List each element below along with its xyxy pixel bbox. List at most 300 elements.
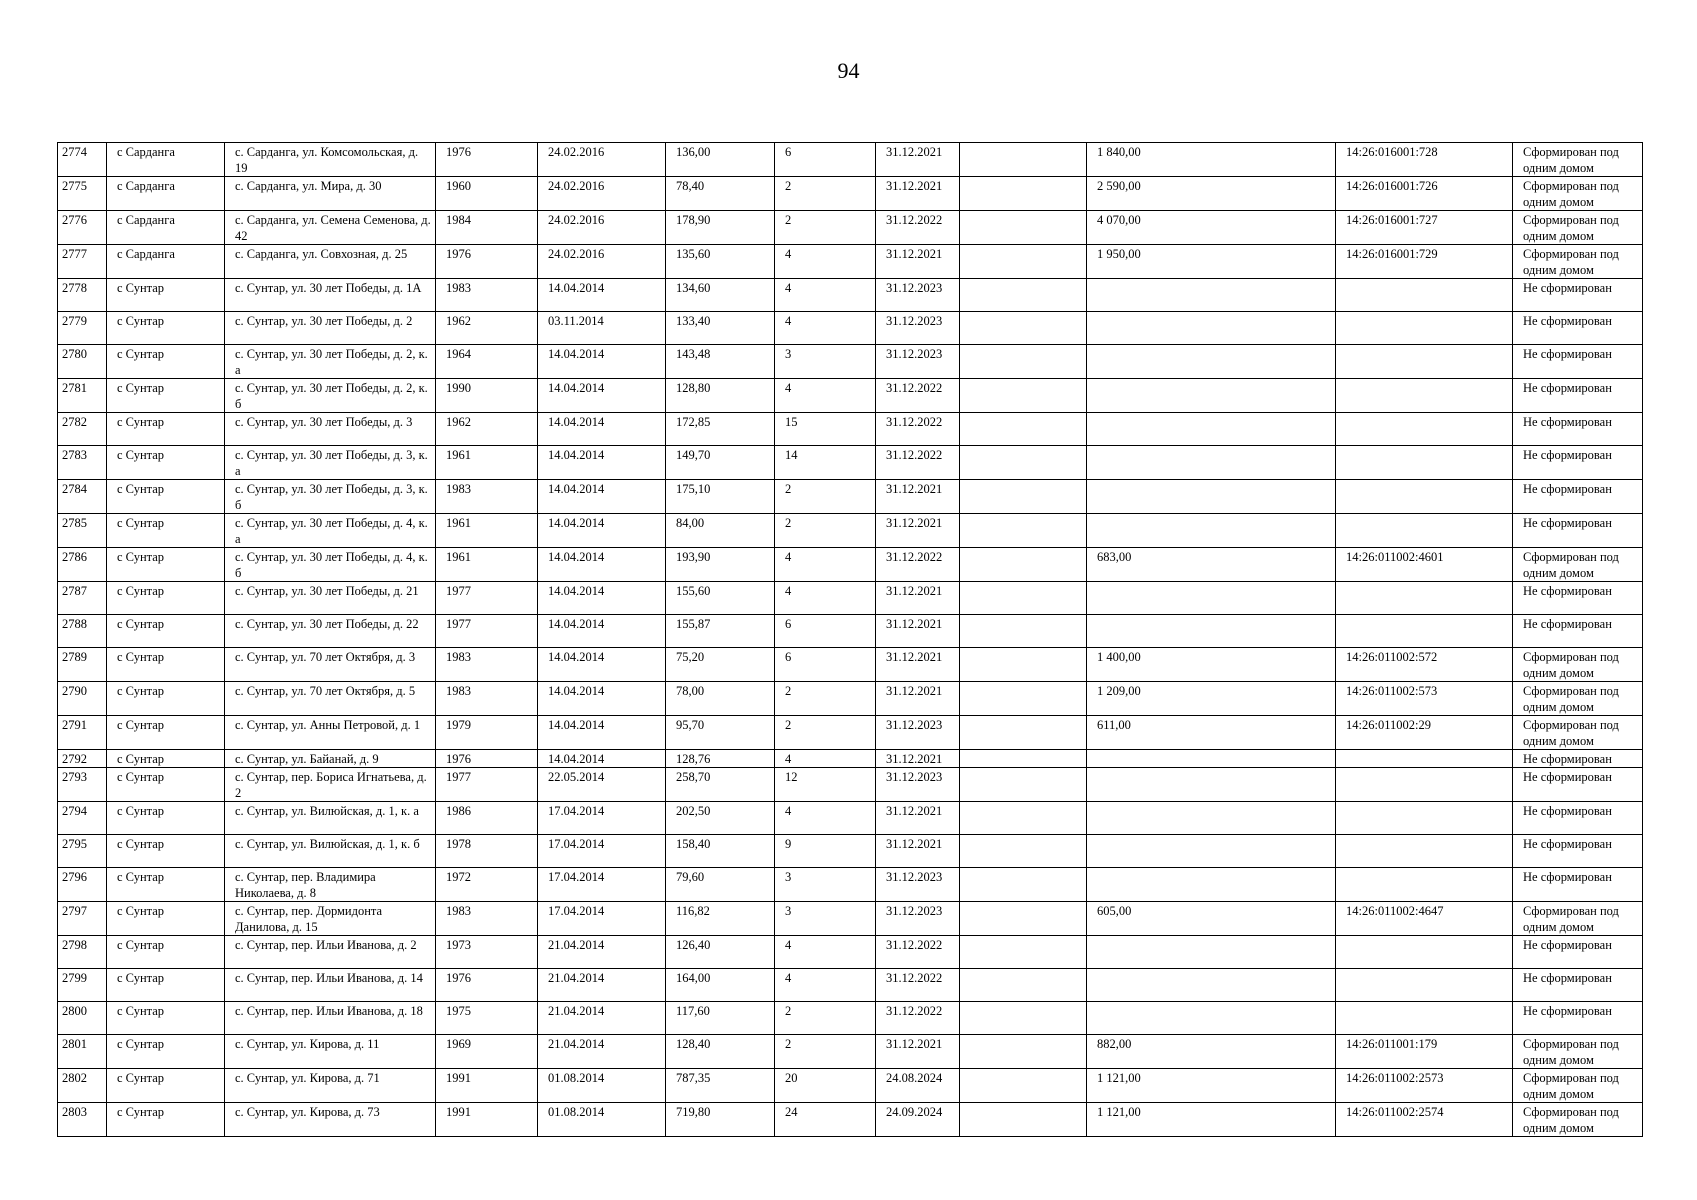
settlement-cell: с Сунтар — [107, 480, 225, 514]
deadline-cell: 31.12.2021 — [876, 615, 960, 648]
land-area-cell: 1 209,00 — [1087, 682, 1336, 716]
empty-cell — [960, 582, 1087, 615]
area-cell: 128,80 — [666, 379, 775, 413]
address-cell: с. Сунтар, ул. 30 лет Победы, д. 22 — [225, 615, 436, 648]
deadline-cell: 31.12.2022 — [876, 379, 960, 413]
empty-cell — [960, 1069, 1087, 1103]
status-cell: Не сформирован — [1513, 279, 1643, 312]
settlement-cell: с Сунтар — [107, 582, 225, 615]
date-cell: 14.04.2014 — [538, 480, 666, 514]
address-cell: с. Сунтар, ул. Кирова, д. 71 — [225, 1069, 436, 1103]
deadline-cell: 31.12.2022 — [876, 446, 960, 480]
land-area-cell — [1087, 379, 1336, 413]
settlement-cell: с Сунтар — [107, 969, 225, 1002]
area-cell: 158,40 — [666, 835, 775, 868]
settlement-cell: с Сунтар — [107, 1035, 225, 1069]
deadline-cell: 31.12.2021 — [876, 582, 960, 615]
status-cell: Не сформирован — [1513, 446, 1643, 480]
cadastral-number-cell — [1336, 379, 1513, 413]
deadline-cell: 31.12.2023 — [876, 345, 960, 379]
address-cell: с. Сунтар, ул. 30 лет Победы, д. 3 — [225, 413, 436, 446]
deadline-cell: 31.12.2023 — [876, 716, 960, 750]
table-row — [58, 279, 1643, 312]
row-number: 2799 — [58, 969, 107, 1002]
status-cell: Сформирован под одним домом — [1513, 716, 1643, 750]
land-area-cell — [1087, 802, 1336, 835]
year-built-cell: 1979 — [436, 716, 538, 750]
status-cell: Не сформирован — [1513, 969, 1643, 1002]
settlement-cell: с Сунтар — [107, 279, 225, 312]
empty-cell — [960, 750, 1087, 768]
empty-cell — [960, 969, 1087, 1002]
land-area-cell — [1087, 582, 1336, 615]
empty-cell — [960, 345, 1087, 379]
address-cell: с. Сарданга, ул. Семена Семенова, д. 42 — [225, 211, 436, 245]
date-cell: 22.05.2014 — [538, 768, 666, 802]
deadline-cell: 31.12.2021 — [876, 682, 960, 716]
deadline-cell: 31.12.2021 — [876, 1035, 960, 1069]
row-number: 2777 — [58, 245, 107, 279]
cadastral-number-cell — [1336, 480, 1513, 514]
date-cell: 14.04.2014 — [538, 379, 666, 413]
date-cell: 17.04.2014 — [538, 902, 666, 936]
table-row — [58, 1069, 1643, 1103]
date-cell: 14.04.2014 — [538, 413, 666, 446]
settlement-cell: с Сунтар — [107, 835, 225, 868]
deadline-cell: 31.12.2022 — [876, 969, 960, 1002]
residents-cell: 4 — [775, 312, 876, 345]
status-cell: Не сформирован — [1513, 868, 1643, 902]
empty-cell — [960, 835, 1087, 868]
row-number: 2786 — [58, 548, 107, 582]
status-cell: Сформирован под одним домом — [1513, 648, 1643, 682]
deadline-cell: 31.12.2022 — [876, 548, 960, 582]
address-cell: с. Сунтар, ул. 30 лет Победы, д. 4, к. а — [225, 514, 436, 548]
settlement-cell: с Сунтар — [107, 768, 225, 802]
row-number: 2801 — [58, 1035, 107, 1069]
cadastral-number-cell — [1336, 936, 1513, 969]
date-cell: 24.02.2016 — [538, 245, 666, 279]
cadastral-number-cell — [1336, 768, 1513, 802]
settlement-cell: с Сарданга — [107, 245, 225, 279]
residents-cell: 4 — [775, 379, 876, 413]
year-built-cell: 1991 — [436, 1103, 538, 1137]
table-row — [58, 245, 1643, 279]
empty-cell — [960, 648, 1087, 682]
status-cell: Сформирован под одним домом — [1513, 245, 1643, 279]
date-cell: 21.04.2014 — [538, 936, 666, 969]
cadastral-number-cell: 14:26:016001:727 — [1336, 211, 1513, 245]
area-cell: 126,40 — [666, 936, 775, 969]
residents-cell: 2 — [775, 1035, 876, 1069]
year-built-cell: 1960 — [436, 177, 538, 211]
land-area-cell: 1 950,00 — [1087, 245, 1336, 279]
status-cell: Не сформирован — [1513, 379, 1643, 413]
settlement-cell: с Сарданга — [107, 211, 225, 245]
empty-cell — [960, 211, 1087, 245]
status-cell: Не сформирован — [1513, 802, 1643, 835]
residents-cell: 20 — [775, 1069, 876, 1103]
date-cell: 17.04.2014 — [538, 835, 666, 868]
cadastral-number-cell: 14:26:011002:573 — [1336, 682, 1513, 716]
row-number: 2789 — [58, 648, 107, 682]
settlement-cell: с Сунтар — [107, 1103, 225, 1137]
empty-cell — [960, 768, 1087, 802]
land-area-cell — [1087, 969, 1336, 1002]
land-area-cell — [1087, 413, 1336, 446]
area-cell: 133,40 — [666, 312, 775, 345]
date-cell: 14.04.2014 — [538, 615, 666, 648]
land-area-cell — [1087, 312, 1336, 345]
date-cell: 14.04.2014 — [538, 648, 666, 682]
area-cell: 136,00 — [666, 143, 775, 177]
date-cell: 01.08.2014 — [538, 1103, 666, 1137]
area-cell: 135,60 — [666, 245, 775, 279]
row-number: 2803 — [58, 1103, 107, 1137]
area-cell: 787,35 — [666, 1069, 775, 1103]
date-cell: 14.04.2014 — [538, 682, 666, 716]
area-cell: 193,90 — [666, 548, 775, 582]
status-cell: Не сформирован — [1513, 514, 1643, 548]
year-built-cell: 1961 — [436, 548, 538, 582]
area-cell: 128,76 — [666, 750, 775, 768]
cadastral-number-cell — [1336, 345, 1513, 379]
table-row — [58, 345, 1643, 379]
table-row — [58, 446, 1643, 480]
status-cell: Не сформирован — [1513, 835, 1643, 868]
residents-cell: 6 — [775, 648, 876, 682]
area-cell: 155,60 — [666, 582, 775, 615]
settlement-cell: с Сунтар — [107, 615, 225, 648]
row-number: 2783 — [58, 446, 107, 480]
empty-cell — [960, 682, 1087, 716]
table-row — [58, 514, 1643, 548]
row-number: 2791 — [58, 716, 107, 750]
status-cell: Сформирован под одним домом — [1513, 1035, 1643, 1069]
date-cell: 14.04.2014 — [538, 548, 666, 582]
area-cell: 164,00 — [666, 969, 775, 1002]
empty-cell — [960, 177, 1087, 211]
cadastral-number-cell — [1336, 446, 1513, 480]
area-cell: 78,00 — [666, 682, 775, 716]
address-cell: с. Сунтар, пер. Ильи Иванова, д. 18 — [225, 1002, 436, 1035]
deadline-cell: 31.12.2022 — [876, 413, 960, 446]
cadastral-number-cell — [1336, 279, 1513, 312]
status-cell: Сформирован под одним домом — [1513, 177, 1643, 211]
empty-cell — [960, 615, 1087, 648]
empty-cell — [960, 1035, 1087, 1069]
row-number: 2781 — [58, 379, 107, 413]
row-number: 2780 — [58, 345, 107, 379]
land-area-cell: 1 400,00 — [1087, 648, 1336, 682]
address-cell: с. Сунтар, пер. Владимира Николаева, д. 8 — [225, 868, 436, 902]
settlement-cell: с Сунтар — [107, 1002, 225, 1035]
settlement-cell: с Сунтар — [107, 345, 225, 379]
cadastral-number-cell — [1336, 750, 1513, 768]
empty-cell — [960, 312, 1087, 345]
residents-cell: 14 — [775, 446, 876, 480]
row-number: 2802 — [58, 1069, 107, 1103]
table-row — [58, 312, 1643, 345]
residents-cell: 2 — [775, 1002, 876, 1035]
address-cell: с. Сунтар, ул. 30 лет Победы, д. 2, к. б — [225, 379, 436, 413]
status-cell: Не сформирован — [1513, 750, 1643, 768]
address-cell: с. Сунтар, ул. Байанай, д. 9 — [225, 750, 436, 768]
cadastral-number-cell — [1336, 514, 1513, 548]
area-cell: 75,20 — [666, 648, 775, 682]
land-area-cell — [1087, 1002, 1336, 1035]
empty-cell — [960, 514, 1087, 548]
table-row — [58, 379, 1643, 413]
settlement-cell: с Сунтар — [107, 902, 225, 936]
area-cell: 719,80 — [666, 1103, 775, 1137]
table-row — [58, 615, 1643, 648]
deadline-cell: 24.08.2024 — [876, 1069, 960, 1103]
row-number: 2775 — [58, 177, 107, 211]
cadastral-number-cell — [1336, 969, 1513, 1002]
address-cell: с. Сунтар, ул. Анны Петровой, д. 1 — [225, 716, 436, 750]
year-built-cell: 1969 — [436, 1035, 538, 1069]
deadline-cell: 31.12.2021 — [876, 514, 960, 548]
empty-cell — [960, 716, 1087, 750]
area-cell: 128,40 — [666, 1035, 775, 1069]
year-built-cell: 1983 — [436, 648, 538, 682]
area-cell: 155,87 — [666, 615, 775, 648]
residents-cell: 9 — [775, 835, 876, 868]
date-cell: 24.02.2016 — [538, 143, 666, 177]
residents-cell: 4 — [775, 936, 876, 969]
area-cell: 149,70 — [666, 446, 775, 480]
cadastral-number-cell: 14:26:011002:29 — [1336, 716, 1513, 750]
settlement-cell: с Сунтар — [107, 936, 225, 969]
row-number: 2794 — [58, 802, 107, 835]
residents-cell: 4 — [775, 750, 876, 768]
cadastral-number-cell: 14:26:016001:729 — [1336, 245, 1513, 279]
land-area-cell — [1087, 514, 1336, 548]
residents-cell: 4 — [775, 245, 876, 279]
residents-cell: 3 — [775, 902, 876, 936]
settlement-cell: с Сунтар — [107, 312, 225, 345]
address-cell: с. Сунтар, ул. Вилюйская, д. 1, к. б — [225, 835, 436, 868]
year-built-cell: 1975 — [436, 1002, 538, 1035]
status-cell: Не сформирован — [1513, 312, 1643, 345]
row-number: 2778 — [58, 279, 107, 312]
settlement-cell: с Сунтар — [107, 802, 225, 835]
date-cell: 14.04.2014 — [538, 279, 666, 312]
area-cell: 178,90 — [666, 211, 775, 245]
address-cell: с. Сунтар, ул. Вилюйская, д. 1, к. а — [225, 802, 436, 835]
cadastral-number-cell: 14:26:011002:572 — [1336, 648, 1513, 682]
area-cell: 258,70 — [666, 768, 775, 802]
deadline-cell: 31.12.2022 — [876, 1002, 960, 1035]
table-row — [58, 1002, 1643, 1035]
residents-cell: 2 — [775, 480, 876, 514]
status-cell: Сформирован под одним домом — [1513, 682, 1643, 716]
status-cell: Не сформирован — [1513, 936, 1643, 969]
deadline-cell: 31.12.2021 — [876, 245, 960, 279]
cadastral-number-cell: 14:26:011002:4601 — [1336, 548, 1513, 582]
date-cell: 01.08.2014 — [538, 1069, 666, 1103]
status-cell: Сформирован под одним домом — [1513, 1103, 1643, 1137]
status-cell: Не сформирован — [1513, 768, 1643, 802]
residents-cell: 2 — [775, 716, 876, 750]
address-cell: с. Сунтар, пер. Ильи Иванова, д. 2 — [225, 936, 436, 969]
year-built-cell: 1976 — [436, 969, 538, 1002]
area-cell: 79,60 — [666, 868, 775, 902]
deadline-cell: 24.09.2024 — [876, 1103, 960, 1137]
row-number: 2774 — [58, 143, 107, 177]
land-area-cell — [1087, 615, 1336, 648]
year-built-cell: 1976 — [436, 245, 538, 279]
cadastral-number-cell — [1336, 582, 1513, 615]
address-cell: с. Сунтар, ул. Кирова, д. 73 — [225, 1103, 436, 1137]
settlement-cell: с Сарданга — [107, 143, 225, 177]
year-built-cell: 1977 — [436, 768, 538, 802]
empty-cell — [960, 868, 1087, 902]
settlement-cell: с Сунтар — [107, 868, 225, 902]
date-cell: 21.04.2014 — [538, 969, 666, 1002]
residents-cell: 4 — [775, 969, 876, 1002]
status-cell: Сформирован под одним домом — [1513, 548, 1643, 582]
land-area-cell: 611,00 — [1087, 716, 1336, 750]
settlement-cell: с Сунтар — [107, 1069, 225, 1103]
settlement-cell: с Сунтар — [107, 750, 225, 768]
date-cell: 14.04.2014 — [538, 345, 666, 379]
year-built-cell: 1990 — [436, 379, 538, 413]
area-cell: 116,82 — [666, 902, 775, 936]
year-built-cell: 1964 — [436, 345, 538, 379]
land-area-cell: 683,00 — [1087, 548, 1336, 582]
land-area-cell: 1 840,00 — [1087, 143, 1336, 177]
address-cell: с. Сунтар, ул. 70 лет Октября, д. 5 — [225, 682, 436, 716]
land-area-cell: 605,00 — [1087, 902, 1336, 936]
address-cell: с. Сунтар, ул. 30 лет Победы, д. 1А — [225, 279, 436, 312]
residents-cell: 6 — [775, 615, 876, 648]
year-built-cell: 1984 — [436, 211, 538, 245]
land-area-cell — [1087, 868, 1336, 902]
land-area-cell — [1087, 936, 1336, 969]
status-cell: Сформирован под одним домом — [1513, 1069, 1643, 1103]
land-area-cell: 882,00 — [1087, 1035, 1336, 1069]
cadastral-number-cell — [1336, 1002, 1513, 1035]
land-area-cell — [1087, 279, 1336, 312]
empty-cell — [960, 548, 1087, 582]
row-number: 2776 — [58, 211, 107, 245]
settlement-cell: с Сунтар — [107, 413, 225, 446]
cadastral-number-cell — [1336, 312, 1513, 345]
empty-cell — [960, 1002, 1087, 1035]
deadline-cell: 31.12.2022 — [876, 936, 960, 969]
cadastral-number-cell: 14:26:016001:728 — [1336, 143, 1513, 177]
residents-cell: 2 — [775, 682, 876, 716]
year-built-cell: 1977 — [436, 582, 538, 615]
area-cell: 84,00 — [666, 514, 775, 548]
address-cell: с. Сунтар, ул. Кирова, д. 11 — [225, 1035, 436, 1069]
address-cell: с. Сунтар, ул. 70 лет Октября, д. 3 — [225, 648, 436, 682]
date-cell: 14.04.2014 — [538, 716, 666, 750]
address-cell: с. Сунтар, пер. Ильи Иванова, д. 14 — [225, 969, 436, 1002]
area-cell: 202,50 — [666, 802, 775, 835]
residents-cell: 3 — [775, 868, 876, 902]
table-row — [58, 648, 1643, 682]
status-cell: Сформирован под одним домом — [1513, 902, 1643, 936]
table-row — [58, 211, 1643, 245]
row-number: 2785 — [58, 514, 107, 548]
registry-body — [58, 143, 1643, 1137]
empty-cell — [960, 413, 1087, 446]
status-cell: Не сформирован — [1513, 1002, 1643, 1035]
page-number: 94 — [837, 58, 860, 83]
residents-cell: 15 — [775, 413, 876, 446]
date-cell: 14.04.2014 — [538, 514, 666, 548]
settlement-cell: с Сунтар — [107, 648, 225, 682]
land-area-cell: 4 070,00 — [1087, 211, 1336, 245]
year-built-cell: 1977 — [436, 615, 538, 648]
date-cell: 21.04.2014 — [538, 1002, 666, 1035]
table-row — [58, 969, 1643, 1002]
deadline-cell: 31.12.2021 — [876, 802, 960, 835]
year-built-cell: 1983 — [436, 480, 538, 514]
empty-cell — [960, 480, 1087, 514]
residents-cell: 2 — [775, 177, 876, 211]
settlement-cell: с Сунтар — [107, 716, 225, 750]
area-cell: 95,70 — [666, 716, 775, 750]
row-number: 2787 — [58, 582, 107, 615]
residents-cell: 4 — [775, 582, 876, 615]
land-area-cell — [1087, 446, 1336, 480]
empty-cell — [960, 446, 1087, 480]
land-area-cell: 2 590,00 — [1087, 177, 1336, 211]
date-cell: 17.04.2014 — [538, 802, 666, 835]
settlement-cell: с Сунтар — [107, 548, 225, 582]
year-built-cell: 1972 — [436, 868, 538, 902]
row-number: 2788 — [58, 615, 107, 648]
date-cell: 24.02.2016 — [538, 211, 666, 245]
row-number: 2795 — [58, 835, 107, 868]
row-number: 2796 — [58, 868, 107, 902]
settlement-cell: с Сунтар — [107, 379, 225, 413]
deadline-cell: 31.12.2021 — [876, 480, 960, 514]
table-row — [58, 1035, 1643, 1069]
deadline-cell: 31.12.2023 — [876, 312, 960, 345]
land-area-cell — [1087, 750, 1336, 768]
table-row — [58, 582, 1643, 615]
land-area-cell — [1087, 835, 1336, 868]
land-area-cell: 1 121,00 — [1087, 1069, 1336, 1103]
address-cell: с. Сунтар, ул. 30 лет Победы, д. 3, к. а — [225, 446, 436, 480]
row-number: 2793 — [58, 768, 107, 802]
deadline-cell: 31.12.2023 — [876, 868, 960, 902]
year-built-cell: 1983 — [436, 682, 538, 716]
year-built-cell: 1976 — [436, 143, 538, 177]
residents-cell: 6 — [775, 143, 876, 177]
deadline-cell: 31.12.2023 — [876, 768, 960, 802]
area-cell: 78,40 — [666, 177, 775, 211]
date-cell: 14.04.2014 — [538, 582, 666, 615]
address-cell: с. Сунтар, ул. 30 лет Победы, д. 2, к. а — [225, 345, 436, 379]
land-area-cell: 1 121,00 — [1087, 1103, 1336, 1137]
empty-cell — [960, 802, 1087, 835]
year-built-cell: 1962 — [436, 413, 538, 446]
address-cell: с. Сунтар, ул. 30 лет Победы, д. 3, к. б — [225, 480, 436, 514]
address-cell: с. Сунтар, ул. 30 лет Победы, д. 21 — [225, 582, 436, 615]
cadastral-number-cell — [1336, 868, 1513, 902]
deadline-cell: 31.12.2023 — [876, 902, 960, 936]
table-row — [58, 802, 1643, 835]
area-cell: 117,60 — [666, 1002, 775, 1035]
status-cell: Не сформирован — [1513, 582, 1643, 615]
deadline-cell: 31.12.2021 — [876, 143, 960, 177]
